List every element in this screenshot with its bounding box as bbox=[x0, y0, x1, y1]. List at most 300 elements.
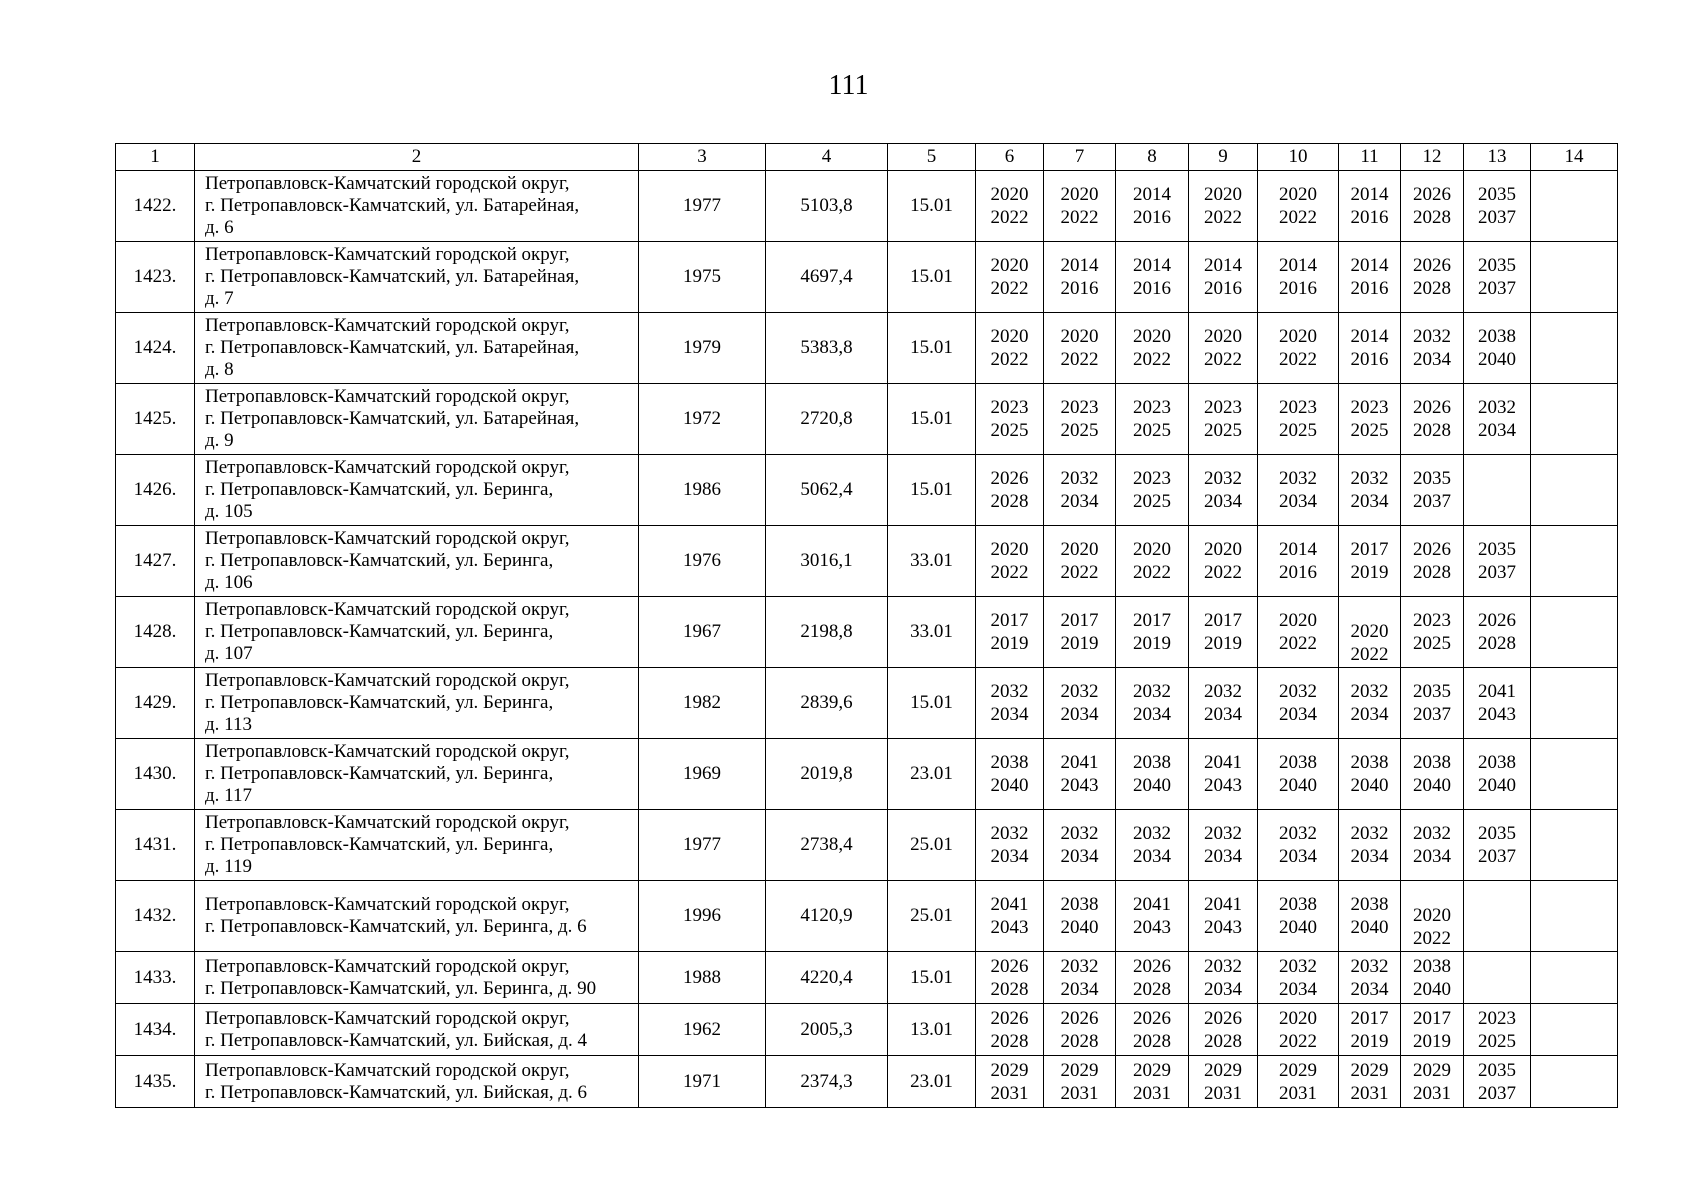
period-start-year: 2038 bbox=[1060, 894, 1099, 915]
period-cell-col-9 bbox=[1189, 952, 1258, 1004]
period-cell-col-9 bbox=[1189, 242, 1258, 313]
table-row bbox=[116, 1004, 1618, 1056]
period-end-year: 2022 bbox=[1204, 349, 1242, 370]
period-cell-col-8 bbox=[1116, 313, 1189, 384]
address-line: Петропавловск-Камчатский городской округ, bbox=[205, 1007, 570, 1029]
period-cell-col-9 bbox=[1189, 881, 1258, 952]
period-cell-col-8 bbox=[1116, 1004, 1189, 1056]
period-end-year: 2034 bbox=[1060, 846, 1099, 867]
period-start-year: 2014 bbox=[1060, 255, 1099, 276]
period-cell-col-12 bbox=[1401, 881, 1464, 952]
row-number: 1422. bbox=[116, 171, 195, 242]
address-line: Петропавловск-Камчатский городской округ, bbox=[205, 741, 570, 762]
address-line: г. Петропавловск-Камчатский, ул. Бийская, д. 4 bbox=[205, 1029, 588, 1051]
period-end-year: 2028 bbox=[1060, 1030, 1099, 1052]
row-number: 1426. bbox=[116, 455, 195, 526]
period-cell-col-14 bbox=[1531, 952, 1618, 1004]
period-cell-col-7 bbox=[1044, 242, 1116, 313]
construction-year: 1977 bbox=[639, 171, 766, 242]
period-end-year: 2034 bbox=[1204, 704, 1242, 725]
period-cell-col-10 bbox=[1258, 171, 1339, 242]
period-start-year: 2032 bbox=[1279, 823, 1317, 844]
period-start-year: 2041 bbox=[1204, 894, 1242, 915]
period-start-year: 2014 bbox=[1204, 255, 1242, 276]
period-cell-col-11 bbox=[1339, 881, 1401, 952]
total-area: 3016,1 bbox=[766, 526, 888, 597]
type-code: 13.01 bbox=[888, 1004, 976, 1056]
period-cell-col-9 bbox=[1189, 526, 1258, 597]
address-line: Петропавловск-Камчатский городской округ, bbox=[205, 670, 570, 691]
period-cell-col-14 bbox=[1531, 1004, 1618, 1056]
construction-year: 1976 bbox=[639, 526, 766, 597]
address-cell bbox=[195, 881, 639, 952]
period-end-year: 2034 bbox=[990, 846, 1029, 867]
table-row bbox=[116, 313, 1618, 384]
period-end-year: 2040 bbox=[1478, 775, 1516, 796]
total-area: 5062,4 bbox=[766, 455, 888, 526]
period-end-year: 2028 bbox=[1478, 633, 1516, 654]
period-cell-col-14 bbox=[1531, 242, 1618, 313]
period-start-year: 2026 bbox=[990, 955, 1029, 977]
period-start-year: 2026 bbox=[1060, 1007, 1099, 1029]
period-cell-col-8 bbox=[1116, 1056, 1189, 1108]
period-start-year: 2020 bbox=[1060, 184, 1099, 205]
period-cell-col-11 bbox=[1339, 171, 1401, 242]
type-code: 23.01 bbox=[888, 739, 976, 810]
period-cell-col-13 bbox=[1464, 455, 1531, 526]
period-start-year: 2038 bbox=[1279, 752, 1317, 773]
period-end-year: 2034 bbox=[1204, 491, 1242, 512]
period-end-year: 2031 bbox=[990, 1082, 1029, 1104]
period-start-year: 2023 bbox=[1279, 397, 1317, 418]
total-area: 4220,4 bbox=[766, 952, 888, 1004]
total-area: 4697,4 bbox=[766, 242, 888, 313]
period-cell-col-11 bbox=[1339, 668, 1401, 739]
period-end-year: 2016 bbox=[1350, 278, 1389, 299]
period-cell-col-10 bbox=[1258, 597, 1339, 668]
period-end-year: 2040 bbox=[1133, 775, 1171, 796]
period-cell-col-13 bbox=[1464, 171, 1531, 242]
period-start-year: 2020 bbox=[1060, 539, 1099, 560]
period-end-year: 2019 bbox=[1350, 562, 1389, 583]
period-cell-col-10 bbox=[1258, 384, 1339, 455]
period-end-year: 2034 bbox=[1478, 420, 1516, 441]
column-number-9: 9 bbox=[1189, 144, 1258, 171]
period-start-year: 2026 bbox=[1133, 955, 1171, 977]
period-cell-col-12 bbox=[1401, 1056, 1464, 1108]
period-start-year: 2017 bbox=[1133, 610, 1171, 631]
period-cell-col-13 bbox=[1464, 952, 1531, 1004]
total-area: 2374,3 bbox=[766, 1056, 888, 1108]
period-end-year: 2025 bbox=[1133, 491, 1171, 512]
row-number: 1431. bbox=[116, 810, 195, 881]
table-row bbox=[116, 952, 1618, 1004]
period-start-year: 2029 bbox=[1413, 1059, 1451, 1081]
period-start-year: 2023 bbox=[1478, 1007, 1516, 1029]
period-cell-col-11 bbox=[1339, 526, 1401, 597]
construction-year: 1979 bbox=[639, 313, 766, 384]
period-cell-col-14 bbox=[1531, 526, 1618, 597]
period-end-year: 2043 bbox=[990, 917, 1029, 938]
construction-year: 1967 bbox=[639, 597, 766, 668]
period-start-year: 2032 bbox=[1204, 468, 1242, 489]
period-end-year: 2022 bbox=[1279, 633, 1317, 654]
table-row bbox=[116, 739, 1618, 810]
period-end-year: 2022 bbox=[1279, 349, 1317, 370]
row-number: 1433. bbox=[116, 952, 195, 1004]
period-cell-col-12 bbox=[1401, 1004, 1464, 1056]
period-end-year: 2034 bbox=[1279, 978, 1317, 1000]
period-cell-col-11 bbox=[1339, 739, 1401, 810]
period-end-year: 2016 bbox=[1279, 562, 1317, 583]
row-number: 1425. bbox=[116, 384, 195, 455]
period-cell-col-6 bbox=[976, 952, 1044, 1004]
period-start-year: 2020 bbox=[990, 326, 1029, 347]
period-end-year: 2019 bbox=[1204, 633, 1242, 654]
period-end-year: 2040 bbox=[1413, 775, 1451, 796]
period-start-year: 2026 bbox=[990, 1007, 1029, 1029]
type-code: 33.01 bbox=[888, 597, 976, 668]
row-number: 1423. bbox=[116, 242, 195, 313]
period-start-year: 2023 bbox=[1413, 610, 1451, 631]
period-cell-col-6 bbox=[976, 313, 1044, 384]
period-start-year: 2023 bbox=[1060, 397, 1099, 418]
period-cell-col-12 bbox=[1401, 384, 1464, 455]
period-end-year: 2028 bbox=[1413, 207, 1451, 228]
period-cell-col-11 bbox=[1339, 313, 1401, 384]
period-end-year: 2022 bbox=[1413, 928, 1451, 949]
period-end-year: 2034 bbox=[1413, 349, 1451, 370]
period-cell-col-7 bbox=[1044, 881, 1116, 952]
address-cell bbox=[195, 597, 639, 668]
period-start-year: 2032 bbox=[1060, 823, 1099, 844]
address-cell bbox=[195, 739, 639, 810]
type-code: 25.01 bbox=[888, 881, 976, 952]
period-start-year: 2026 bbox=[1133, 1007, 1171, 1029]
address-line: г. Петропавловск-Камчатский, ул. Беринга, bbox=[205, 834, 554, 855]
column-number-12: 12 bbox=[1401, 144, 1464, 171]
period-start-year: 2032 bbox=[1279, 681, 1317, 702]
address-cell bbox=[195, 455, 639, 526]
period-start-year: 2038 bbox=[1350, 752, 1389, 773]
row-number: 1430. bbox=[116, 739, 195, 810]
period-end-year: 2025 bbox=[1413, 633, 1451, 654]
address-line: г. Петропавловск-Камчатский, ул. Беринга, bbox=[205, 692, 554, 713]
period-cell-col-8 bbox=[1116, 881, 1189, 952]
row-number: 1435. bbox=[116, 1056, 195, 1108]
address-cell bbox=[195, 526, 639, 597]
total-area: 2198,8 bbox=[766, 597, 888, 668]
period-end-year: 2025 bbox=[1350, 420, 1389, 441]
row-number: 1424. bbox=[116, 313, 195, 384]
period-start-year: 2032 bbox=[1204, 681, 1242, 702]
total-area: 2839,6 bbox=[766, 668, 888, 739]
period-cell-col-8 bbox=[1116, 952, 1189, 1004]
period-cell-col-7 bbox=[1044, 739, 1116, 810]
period-end-year: 2034 bbox=[990, 704, 1029, 725]
address-line: д. 117 bbox=[205, 785, 252, 806]
period-cell-col-8 bbox=[1116, 455, 1189, 526]
period-start-year: 2017 bbox=[1350, 539, 1389, 560]
period-start-year: 2035 bbox=[1478, 184, 1516, 205]
period-start-year: 2023 bbox=[1204, 397, 1242, 418]
period-start-year: 2017 bbox=[1204, 610, 1242, 631]
period-start-year: 2035 bbox=[1478, 255, 1516, 276]
period-end-year: 2022 bbox=[1133, 349, 1171, 370]
period-cell-col-10 bbox=[1258, 810, 1339, 881]
column-number-7: 7 bbox=[1044, 144, 1116, 171]
address-line: Петропавловск-Камчатский городской округ, bbox=[205, 315, 570, 336]
column-number-1: 1 bbox=[116, 144, 195, 171]
table-row bbox=[116, 384, 1618, 455]
type-code: 15.01 bbox=[888, 171, 976, 242]
period-cell-col-10 bbox=[1258, 242, 1339, 313]
type-code: 15.01 bbox=[888, 668, 976, 739]
period-end-year: 2022 bbox=[1204, 207, 1242, 228]
period-cell-col-7 bbox=[1044, 810, 1116, 881]
period-cell-col-6 bbox=[976, 455, 1044, 526]
table-row bbox=[116, 881, 1618, 952]
address-line: д. 105 bbox=[205, 501, 253, 522]
type-code: 15.01 bbox=[888, 952, 976, 1004]
period-start-year: 2032 bbox=[990, 823, 1029, 844]
period-start-year: 2017 bbox=[990, 610, 1029, 631]
address-line: Петропавловск-Камчатский городской округ, bbox=[205, 1059, 570, 1081]
period-end-year: 2034 bbox=[1133, 704, 1171, 725]
period-end-year: 2019 bbox=[1350, 1030, 1389, 1052]
period-cell-col-8 bbox=[1116, 668, 1189, 739]
period-end-year: 2037 bbox=[1478, 846, 1516, 867]
period-start-year: 2035 bbox=[1478, 1059, 1516, 1081]
period-end-year: 2016 bbox=[1060, 278, 1099, 299]
period-cell-col-13 bbox=[1464, 526, 1531, 597]
column-number-6: 6 bbox=[976, 144, 1044, 171]
period-start-year: 2026 bbox=[1413, 255, 1451, 276]
period-cell-col-7 bbox=[1044, 1004, 1116, 1056]
row-number: 1434. bbox=[116, 1004, 195, 1056]
period-cell-col-8 bbox=[1116, 739, 1189, 810]
period-start-year: 2032 bbox=[1279, 468, 1317, 489]
period-end-year: 2019 bbox=[1060, 633, 1099, 654]
period-cell-col-7 bbox=[1044, 668, 1116, 739]
period-start-year: 2020 bbox=[990, 255, 1029, 276]
period-end-year: 2040 bbox=[1350, 775, 1389, 796]
period-end-year: 2022 bbox=[990, 207, 1029, 228]
period-cell-col-10 bbox=[1258, 1004, 1339, 1056]
table-row bbox=[116, 242, 1618, 313]
period-end-year: 2022 bbox=[1060, 207, 1099, 228]
period-end-year: 2034 bbox=[1204, 846, 1242, 867]
address-cell bbox=[195, 242, 639, 313]
construction-year: 1996 bbox=[639, 881, 766, 952]
period-start-year: 2023 bbox=[1350, 397, 1389, 418]
period-start-year: 2026 bbox=[1413, 539, 1451, 560]
period-start-year: 2029 bbox=[1133, 1059, 1171, 1081]
table-row bbox=[116, 668, 1618, 739]
period-start-year: 2029 bbox=[1060, 1059, 1099, 1081]
period-start-year: 2038 bbox=[1478, 326, 1516, 347]
period-start-year: 2038 bbox=[1133, 752, 1171, 773]
period-start-year: 2038 bbox=[1279, 894, 1317, 915]
period-start-year: 2029 bbox=[1204, 1059, 1242, 1081]
period-cell-col-12 bbox=[1401, 526, 1464, 597]
period-cell-col-14 bbox=[1531, 384, 1618, 455]
address-line: д. 113 bbox=[205, 714, 252, 735]
period-end-year: 2016 bbox=[1133, 207, 1171, 228]
period-cell-col-6 bbox=[976, 739, 1044, 810]
period-cell-col-10 bbox=[1258, 739, 1339, 810]
address-line: д. 106 bbox=[205, 572, 253, 593]
period-end-year: 2022 bbox=[1279, 207, 1317, 228]
type-code: 25.01 bbox=[888, 810, 976, 881]
address-line: Петропавловск-Камчатский городской округ, bbox=[205, 173, 570, 194]
period-cell-col-10 bbox=[1258, 1056, 1339, 1108]
address-line: г. Петропавловск-Камчатский, ул. Батарейная, bbox=[205, 266, 580, 287]
period-end-year: 2025 bbox=[990, 420, 1029, 441]
period-end-year: 2025 bbox=[1478, 1030, 1516, 1052]
period-cell-col-9 bbox=[1189, 739, 1258, 810]
period-end-year: 2022 bbox=[990, 278, 1029, 299]
period-start-year: 2020 bbox=[1279, 610, 1317, 631]
period-cell-col-9 bbox=[1189, 597, 1258, 668]
period-cell-col-13 bbox=[1464, 313, 1531, 384]
construction-year: 1972 bbox=[639, 384, 766, 455]
type-code: 15.01 bbox=[888, 313, 976, 384]
period-cell-col-13 bbox=[1464, 597, 1531, 668]
period-end-year: 2034 bbox=[1204, 978, 1242, 1000]
period-end-year: 2028 bbox=[1133, 978, 1171, 1000]
period-end-year: 2037 bbox=[1478, 207, 1516, 228]
period-start-year: 2041 bbox=[1478, 681, 1516, 702]
period-cell-col-10 bbox=[1258, 455, 1339, 526]
period-end-year: 2034 bbox=[1279, 846, 1317, 867]
type-code: 33.01 bbox=[888, 526, 976, 597]
address-line: г. Петропавловск-Камчатский, ул. Беринга, bbox=[205, 550, 554, 571]
period-start-year: 2032 bbox=[1350, 955, 1389, 977]
period-start-year: 2020 bbox=[1133, 326, 1171, 347]
table-row bbox=[116, 526, 1618, 597]
construction-year: 1986 bbox=[639, 455, 766, 526]
period-end-year: 2043 bbox=[1478, 704, 1516, 725]
period-start-year: 2020 bbox=[1350, 621, 1389, 642]
period-cell-col-14 bbox=[1531, 171, 1618, 242]
period-start-year: 2035 bbox=[1478, 823, 1516, 844]
period-end-year: 2034 bbox=[1060, 978, 1099, 1000]
column-number-5: 5 bbox=[888, 144, 976, 171]
period-cell-col-12 bbox=[1401, 313, 1464, 384]
register-table bbox=[115, 143, 1618, 1108]
period-cell-col-12 bbox=[1401, 739, 1464, 810]
period-end-year: 2019 bbox=[1133, 633, 1171, 654]
period-end-year: 2028 bbox=[990, 1030, 1029, 1052]
construction-year: 1988 bbox=[639, 952, 766, 1004]
period-start-year: 2020 bbox=[990, 539, 1029, 560]
period-end-year: 2028 bbox=[1204, 1030, 1242, 1052]
period-end-year: 2031 bbox=[1350, 1082, 1389, 1104]
period-cell-col-7 bbox=[1044, 171, 1116, 242]
address-line: г. Петропавловск-Камчатский, ул. Батарейная, bbox=[205, 195, 580, 216]
total-area: 2720,8 bbox=[766, 384, 888, 455]
column-number-row bbox=[116, 144, 1618, 171]
row-number: 1432. bbox=[116, 881, 195, 952]
period-end-year: 2040 bbox=[1413, 978, 1451, 1000]
period-start-year: 2020 bbox=[1279, 1007, 1317, 1029]
period-end-year: 2028 bbox=[990, 491, 1029, 512]
period-cell-col-6 bbox=[976, 171, 1044, 242]
address-line: Петропавловск-Камчатский городской округ, bbox=[205, 812, 570, 833]
total-area: 5383,8 bbox=[766, 313, 888, 384]
period-start-year: 2032 bbox=[1204, 823, 1242, 844]
table-row bbox=[116, 597, 1618, 668]
period-end-year: 2037 bbox=[1478, 562, 1516, 583]
period-cell-col-12 bbox=[1401, 597, 1464, 668]
period-cell-col-11 bbox=[1339, 810, 1401, 881]
period-end-year: 2022 bbox=[1060, 562, 1099, 583]
row-number: 1428. bbox=[116, 597, 195, 668]
period-end-year: 2037 bbox=[1413, 491, 1451, 512]
construction-year: 1982 bbox=[639, 668, 766, 739]
period-cell-col-6 bbox=[976, 597, 1044, 668]
period-cell-col-9 bbox=[1189, 171, 1258, 242]
period-end-year: 2028 bbox=[990, 978, 1029, 1000]
address-line: г. Петропавловск-Камчатский, ул. Беринга, bbox=[205, 763, 554, 784]
period-cell-col-7 bbox=[1044, 384, 1116, 455]
period-end-year: 2022 bbox=[990, 349, 1029, 370]
period-start-year: 2032 bbox=[1204, 955, 1242, 977]
period-start-year: 2020 bbox=[1279, 326, 1317, 347]
table-row bbox=[116, 171, 1618, 242]
period-cell-col-12 bbox=[1401, 171, 1464, 242]
period-end-year: 2034 bbox=[1350, 704, 1389, 725]
period-end-year: 2016 bbox=[1204, 278, 1242, 299]
period-cell-col-14 bbox=[1531, 1056, 1618, 1108]
period-start-year: 2026 bbox=[1204, 1007, 1242, 1029]
period-start-year: 2014 bbox=[1279, 255, 1317, 276]
period-start-year: 2035 bbox=[1413, 468, 1451, 489]
period-cell-col-7 bbox=[1044, 313, 1116, 384]
period-start-year: 2032 bbox=[990, 681, 1029, 702]
period-end-year: 2031 bbox=[1413, 1082, 1451, 1104]
period-start-year: 2020 bbox=[990, 184, 1029, 205]
period-cell-col-11 bbox=[1339, 1004, 1401, 1056]
period-cell-col-12 bbox=[1401, 668, 1464, 739]
period-end-year: 2040 bbox=[1279, 917, 1317, 938]
period-end-year: 2022 bbox=[1350, 644, 1389, 665]
period-cell-col-13 bbox=[1464, 810, 1531, 881]
row-number: 1427. bbox=[116, 526, 195, 597]
period-start-year: 2020 bbox=[1413, 905, 1451, 926]
period-cell-col-6 bbox=[976, 526, 1044, 597]
period-end-year: 2034 bbox=[1350, 846, 1389, 867]
address-line: д. 119 bbox=[205, 856, 252, 877]
period-cell-col-13 bbox=[1464, 881, 1531, 952]
address-cell bbox=[195, 810, 639, 881]
type-code: 15.01 bbox=[888, 455, 976, 526]
period-end-year: 2016 bbox=[1350, 349, 1389, 370]
total-area: 2005,3 bbox=[766, 1004, 888, 1056]
address-line: Петропавловск-Камчатский городской округ, bbox=[205, 955, 570, 977]
period-end-year: 2022 bbox=[1279, 1030, 1317, 1052]
period-cell-col-13 bbox=[1464, 739, 1531, 810]
period-end-year: 2019 bbox=[990, 633, 1029, 654]
period-cell-col-13 bbox=[1464, 384, 1531, 455]
period-cell-col-11 bbox=[1339, 952, 1401, 1004]
address-line: Петропавловск-Камчатский городской округ, bbox=[205, 244, 570, 265]
period-cell-col-14 bbox=[1531, 810, 1618, 881]
period-start-year: 2017 bbox=[1350, 1007, 1389, 1029]
period-start-year: 2041 bbox=[990, 894, 1029, 915]
period-start-year: 2041 bbox=[1060, 752, 1099, 773]
